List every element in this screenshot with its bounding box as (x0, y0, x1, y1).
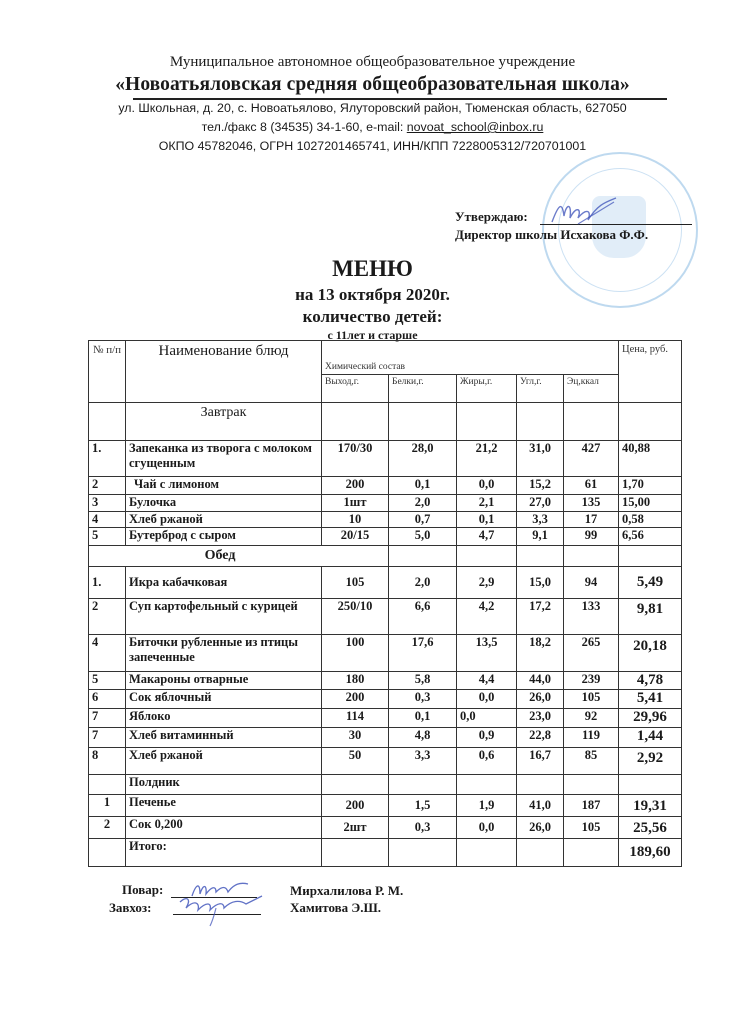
table-row (89, 709, 682, 728)
dish-protein: 2,0 (389, 567, 457, 599)
table-row (89, 528, 682, 546)
dish-protein: 5,0 (389, 528, 457, 546)
row-num: 2 (89, 817, 126, 839)
dish-yield: 1шт (322, 495, 389, 512)
col-header-energy: Эц,ккал (564, 375, 619, 403)
dish-fat: 4,2 (457, 599, 517, 635)
dish-carbs: 26,0 (517, 817, 564, 839)
dish-protein: 0,3 (389, 690, 457, 709)
table-row (89, 477, 682, 495)
dish-name: Запеканка из творога с молоком сгущенным (126, 441, 322, 477)
section-row-breakfast (89, 403, 682, 441)
email-link[interactable]: novoat_school@inbox.ru (406, 120, 544, 134)
dish-energy: 99 (564, 528, 619, 546)
dish-energy: 85 (564, 748, 619, 775)
table-row (89, 495, 682, 512)
org-type: Муниципальное автономное общеобразовательное учреждение (169, 54, 576, 70)
total-label: Итого: (126, 839, 322, 867)
dish-energy: 105 (564, 690, 619, 709)
row-num: 5 (89, 672, 126, 690)
dish-protein: 3,3 (389, 748, 457, 775)
dish-name: Хлеб ржаной (126, 748, 322, 775)
dish-carbs: 41,0 (517, 795, 564, 817)
dish-name: Биточки рубленные из птицы запеченные (126, 635, 322, 672)
dish-yield: 30 (322, 728, 389, 748)
dish-fat: 0,1 (457, 512, 517, 528)
dish-yield: 10 (322, 512, 389, 528)
approval-label: Утверждаю: (455, 209, 528, 224)
row-num: 3 (89, 495, 126, 512)
dish-energy: 133 (564, 599, 619, 635)
row-num: 1 (89, 795, 126, 817)
dish-price: 2,92 (619, 748, 682, 775)
dish-price: 6,56 (619, 528, 682, 546)
school-contacts (0, 120, 745, 134)
dish-carbs: 18,2 (517, 635, 564, 672)
dish-yield: 100 (322, 635, 389, 672)
dish-price: 29,96 (619, 709, 682, 728)
dish-fat: 0,6 (457, 748, 517, 775)
dish-fat: 0,0 (457, 709, 517, 728)
table-row (89, 817, 682, 839)
dish-protein: 0,1 (389, 709, 457, 728)
dish-yield: 200 (322, 795, 389, 817)
dish-yield: 114 (322, 709, 389, 728)
dish-name: Суп картофельный с курицей (126, 599, 322, 635)
dish-fat: 2,1 (457, 495, 517, 512)
dish-fat: 21,2 (457, 441, 517, 477)
row-num: 6 (89, 690, 126, 709)
row-num: 8 (89, 748, 126, 775)
dish-carbs: 26,0 (517, 690, 564, 709)
dish-price: 9,81 (619, 599, 682, 635)
total-price: 189,60 (619, 839, 682, 867)
dish-protein: 0,7 (389, 512, 457, 528)
dish-energy: 105 (564, 817, 619, 839)
row-num: 4 (89, 512, 126, 528)
col-header-price: Цена, руб. (619, 341, 682, 403)
table-row (89, 635, 682, 672)
dish-yield: 20/15 (322, 528, 389, 546)
dish-name: Бутерброд с сыром (126, 528, 322, 546)
children-count-label: количество детей: (302, 307, 443, 326)
table-row (89, 672, 682, 690)
dish-price: 1,70 (619, 477, 682, 495)
table-row (89, 690, 682, 709)
dish-energy: 265 (564, 635, 619, 672)
dish-yield: 200 (322, 477, 389, 495)
dish-price: 20,18 (619, 635, 682, 672)
dish-yield: 50 (322, 748, 389, 775)
dish-fat: 0,0 (457, 690, 517, 709)
table-row (89, 748, 682, 775)
dish-fat: 4,7 (457, 528, 517, 546)
dish-yield: 180 (322, 672, 389, 690)
dish-name: Яблоко (126, 709, 322, 728)
col-header-fat: Жиры,г. (457, 375, 517, 403)
section-row-lunch (89, 546, 682, 567)
cook-name: Мирхалилова Р. М. (290, 883, 404, 898)
row-num: 7 (89, 709, 126, 728)
dish-price: 5,41 (619, 690, 682, 709)
table-row (89, 441, 682, 477)
dish-carbs: 31,0 (517, 441, 564, 477)
dish-energy: 187 (564, 795, 619, 817)
dish-name: Макароны отварные (126, 672, 322, 690)
table-row (89, 795, 682, 817)
dish-energy: 239 (564, 672, 619, 690)
dish-price: 15,00 (619, 495, 682, 512)
dish-price: 40,88 (619, 441, 682, 477)
dish-energy: 17 (564, 512, 619, 528)
director-signature-icon (548, 196, 618, 226)
dish-yield: 170/30 (322, 441, 389, 477)
cook-label: Повар: (122, 882, 164, 897)
dish-carbs: 15,2 (517, 477, 564, 495)
dish-price: 25,56 (619, 817, 682, 839)
dish-protein: 6,6 (389, 599, 457, 635)
dish-fat: 4,4 (457, 672, 517, 690)
dish-protein: 2,0 (389, 495, 457, 512)
table-row (89, 567, 682, 599)
row-num: 1. (89, 441, 126, 477)
dish-energy: 427 (564, 441, 619, 477)
school-address: ул. Школьная, д. 20, с. Новоатьялово, Ялуторовский район, Тюменская область, 627050 (118, 101, 627, 115)
dish-protein: 4,8 (389, 728, 457, 748)
section-row-snack (89, 775, 682, 795)
dish-fat: 0,0 (457, 817, 517, 839)
dish-energy: 135 (564, 495, 619, 512)
table-row (89, 512, 682, 528)
dish-fat: 0,9 (457, 728, 517, 748)
dish-protein: 5,8 (389, 672, 457, 690)
director-name: Директор школы Исхакова Ф.Ф. (455, 227, 649, 242)
dish-energy: 92 (564, 709, 619, 728)
dish-carbs: 16,7 (517, 748, 564, 775)
dish-yield: 200 (322, 690, 389, 709)
dish-energy: 61 (564, 477, 619, 495)
storekeeper-label: Завхоз: (109, 900, 152, 915)
dish-name: Сок яблочный (126, 690, 322, 709)
section-breakfast: Завтрак (126, 403, 322, 441)
dish-price: 5,49 (619, 567, 682, 599)
dish-protein: 28,0 (389, 441, 457, 477)
dish-carbs: 9,1 (517, 528, 564, 546)
dish-yield: 105 (322, 567, 389, 599)
dish-name: Хлеб витаминный (126, 728, 322, 748)
dish-name: Печенье (126, 795, 322, 817)
dish-fat: 2,9 (457, 567, 517, 599)
dish-carbs: 3,3 (517, 512, 564, 528)
header-divider (133, 98, 667, 100)
dish-name: Хлеб ржаной (126, 512, 322, 528)
menu-table (88, 340, 682, 867)
dish-protein: 0,3 (389, 817, 457, 839)
dish-carbs: 27,0 (517, 495, 564, 512)
dish-fat: 1,9 (457, 795, 517, 817)
col-header-carbs: Угл,г. (517, 375, 564, 403)
dish-name: Икра кабачковая (126, 567, 322, 599)
menu-date: на 13 октября 2020г. (295, 285, 450, 304)
table-row (89, 728, 682, 748)
row-num: 5 (89, 528, 126, 546)
dish-name: Сок 0,200 (126, 817, 322, 839)
dish-price: 0,58 (619, 512, 682, 528)
col-header-protein: Белки,г. (389, 375, 457, 403)
phone-text: тел./факс 8 (34535) 34-1-60, e-mail: (201, 120, 407, 134)
dish-protein: 17,6 (389, 635, 457, 672)
dish-fat: 13,5 (457, 635, 517, 672)
total-row (89, 839, 682, 867)
dish-price: 4,78 (619, 672, 682, 690)
dish-carbs: 15,0 (517, 567, 564, 599)
section-lunch: Обед (89, 546, 389, 567)
dish-carbs: 22,8 (517, 728, 564, 748)
dish-carbs: 23,0 (517, 709, 564, 728)
dish-carbs: 44,0 (517, 672, 564, 690)
dish-protein: 0,1 (389, 477, 457, 495)
storekeeper-signature-icon (176, 894, 266, 928)
dish-carbs: 17,2 (517, 599, 564, 635)
dish-name: Булочка (126, 495, 322, 512)
row-num: 4 (89, 635, 126, 672)
registry-codes: ОКПО 45782046, ОГРН 1027201465741, ИНН/КПП 7228005312/720701001 (158, 139, 587, 153)
dish-name: Чай с лимоном (126, 477, 322, 495)
table-header-row (89, 341, 682, 375)
row-num: 2 (89, 477, 126, 495)
dish-energy: 94 (564, 567, 619, 599)
school-name: «Новоатьяловская средняя общеобразовательная школа» (115, 74, 630, 95)
row-num: 1. (89, 567, 126, 599)
dish-protein: 1,5 (389, 795, 457, 817)
dish-price: 19,31 (619, 795, 682, 817)
dish-yield: 250/10 (322, 599, 389, 635)
page-title: МЕНЮ (332, 256, 413, 281)
row-num: 7 (89, 728, 126, 748)
age-group: с 11лет и старше (327, 328, 418, 342)
col-header-name: Наименование блюд (126, 341, 322, 403)
section-snack: Полдник (126, 775, 322, 795)
dish-fat: 0,0 (457, 477, 517, 495)
table-row (89, 599, 682, 635)
dish-yield: 2шт (322, 817, 389, 839)
dish-price: 1,44 (619, 728, 682, 748)
col-header-num: № п/п (89, 341, 126, 403)
col-header-yield: Выход,г. (322, 375, 389, 403)
col-header-chem: Химический состав (322, 341, 619, 375)
storekeeper-name: Хамитова Э.Ш. (290, 900, 381, 915)
row-num: 2 (89, 599, 126, 635)
dish-energy: 119 (564, 728, 619, 748)
